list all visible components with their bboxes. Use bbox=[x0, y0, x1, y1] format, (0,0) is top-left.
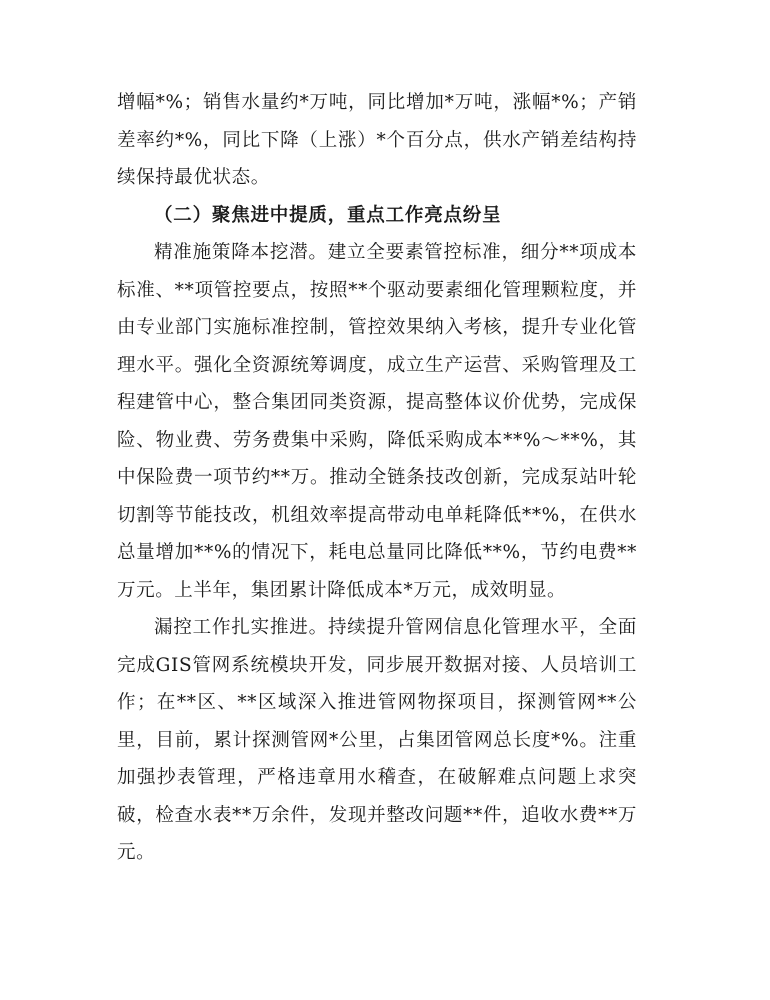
paragraph-leakage-control: 漏控工作扎实推进。持续提升管网信息化管理水平，全面完成GIS管网系统模块开发，同步展开数据对接、人员培训工作；在**区、**区域深入推进管网物探项目，探测管网**公里，目前，累计探测管网*公里，占集团管网总长度*%。注重加强抄表管理，严格违章用水稽查，在破解难点问题上求突破，检查水表**万余件，发现并整改问题**件，追收水费**万元。 bbox=[117, 617, 637, 863]
paragraph-cost-reduction: 精准施策降本挖潜。建立全要素管控标准，细分**项成本标准、**项管控要点，按照**个驱动要素细化管理颗粒度，并由专业部门实施标准控制，管控效果纳入考核，提升专业化管理水平。强化全资源统筹调度，成立生产运营、采购管理及工程建管中心，整合集团同类资源，提高整体议价优势，完成保险、物业费、劳务费集中采购，降低采购成本**%～**%，其中保险费一项节约**万。推动全链条技改创新，完成泵站叶轮切割等节能技改，机组效率提高带动电单耗降低**%，在供水总量增加**%的情况下，耗电总量同比降低**%，节约电费**万元。上半年，集团累计降低成本*万元，成效明显。 bbox=[117, 242, 637, 601]
body-text bbox=[117, 84, 637, 872]
section-heading: （二）聚焦进中提质，重点工作亮点纷呈 bbox=[154, 204, 502, 226]
paragraph-continued: 增幅*%；销售水量约*万吨，同比增加*万吨，涨幅*%；产销差率约*%，同比下降（上涨）*个百分点，供水产销差结构持续保持最优状态。 bbox=[117, 92, 637, 188]
